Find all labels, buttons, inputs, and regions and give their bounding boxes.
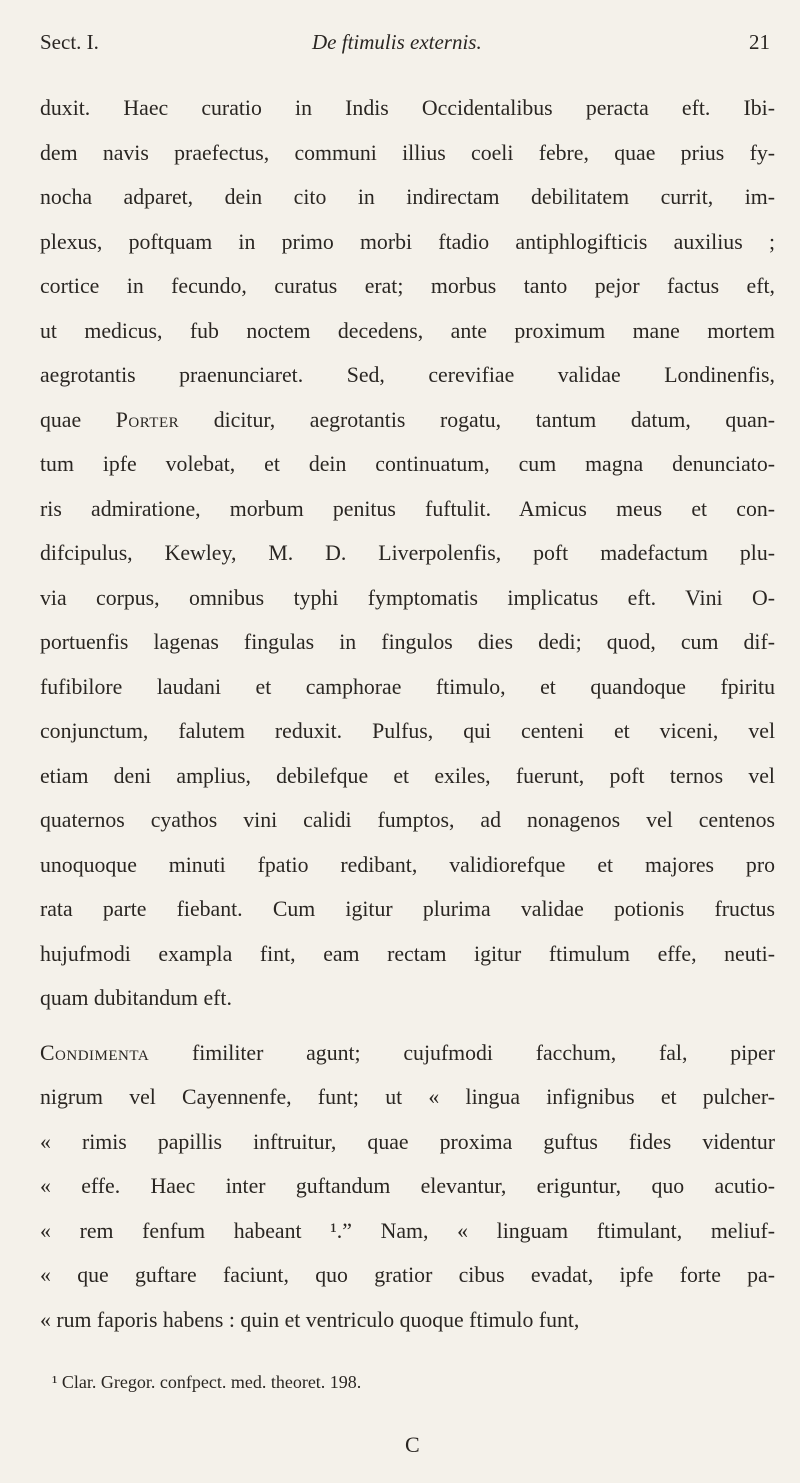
paragraph-2 [40, 1031, 775, 1343]
text-line: via corpus, omnibus typhi fymptomatis implicatus eft. Vini O- [40, 585, 775, 610]
signature-mark: C [405, 1432, 420, 1457]
text-line: etiam deni amplius, debilefque et exiles, fuerunt, poft ternos vel [40, 763, 775, 788]
text-line: plexus, poftquam in primo morbi ftadio antiphlogifticis auxilius ; [40, 229, 775, 254]
text-line: fufibilore laudani et camphorae ftimulo, et quandoque fpiritu [40, 674, 775, 699]
text-line: quaternos cyathos vini calidi fumptos, ad nonagenos vel centenos [40, 808, 775, 832]
text-line: hujufmodi exampla fint, eam rectam igitur ftimulum effe, neuti- [40, 941, 775, 966]
text-line: dem navis praefectus, communi illius coeli febre, quae prius fy- [40, 140, 775, 165]
section-label: Sect. I. [40, 30, 99, 54]
body-text [40, 86, 775, 1342]
text-line: « effe. Haec inter guftandum elevantur, eriguntur, quo acutio- [40, 1174, 775, 1198]
text-line: « rimis papillis inftruitur, quae proxima guftus fides videntur [40, 1129, 775, 1154]
page-number: 21 [749, 30, 770, 54]
text-line: tum ipfe volebat, et dein continuatum, cum magna denunciato- [40, 452, 775, 476]
text-line: nigrum vel Cayennenfe, funt; ut « lingua infignibus et pulcher- [40, 1085, 775, 1109]
text-line: aegrotantis praenunciaret. Sed, cerevifiae validae Londinenfis, [40, 363, 775, 387]
text-line: quam dubitandum eft. [40, 986, 232, 1010]
text-line: ris admiratione, morbum penitus fuftulit. Amicus meus et con- [40, 496, 775, 521]
text-line: unoquoque minuti fpatio redibant, validiorefque et majores pro [40, 852, 775, 877]
paragraph-1 [40, 86, 775, 1021]
text-run: dicitur, aegrotantis rogatu, tantum datum, quan- [179, 407, 775, 432]
running-header [40, 30, 770, 66]
text-line: difcipulus, Kewley, M. D. Liverpolenfis, poft madefactum plu- [40, 541, 775, 565]
text-line: « rum faporis habens : quin et ventriculo quoque ftimulo funt, [40, 1307, 580, 1332]
text-line: « que guftare faciunt, quo gratior cibus evadat, ipfe forte pa- [40, 1263, 775, 1287]
text-run: fimiliter agunt; cujufmodi facchum, fal, piper [149, 1040, 775, 1065]
text-line: ut medicus, fub noctem decedens, ante proximum mane mortem [40, 318, 775, 343]
text-line [40, 1031, 775, 1076]
small-caps-term: Porter [115, 407, 180, 432]
footnote: ¹ Clar. Gregor. confpect. med. theoret. 198. [52, 1372, 362, 1392]
text-run: quae [40, 407, 116, 432]
text-line: duxit. Haec curatio in Indis Occidentalibus peracta eft. Ibi- [40, 96, 775, 120]
text-line: nocha adparet, dein cito in indirectam debilitatem currit, im- [40, 185, 775, 209]
text-line: portuenfis lagenas fingulas in fingulos dies dedi; quod, cum dif- [40, 630, 775, 654]
text-line: rata parte fiebant. Cum igitur plurima validae potionis fructus [40, 897, 775, 921]
text-line: cortice in fecundo, curatus erat; morbus tanto pejor factus eft, [40, 274, 775, 298]
text-line: « rem fenfum habeant ¹.” Nam, « linguam ftimulant, meliuf- [40, 1218, 775, 1243]
running-title: De ftimulis externis. [312, 30, 482, 54]
text-line: conjunctum, falutem reduxit. Pulfus, qui centeni et viceni, vel [40, 719, 775, 743]
small-caps-term: Condimenta [40, 1040, 150, 1065]
text-line [40, 398, 775, 443]
